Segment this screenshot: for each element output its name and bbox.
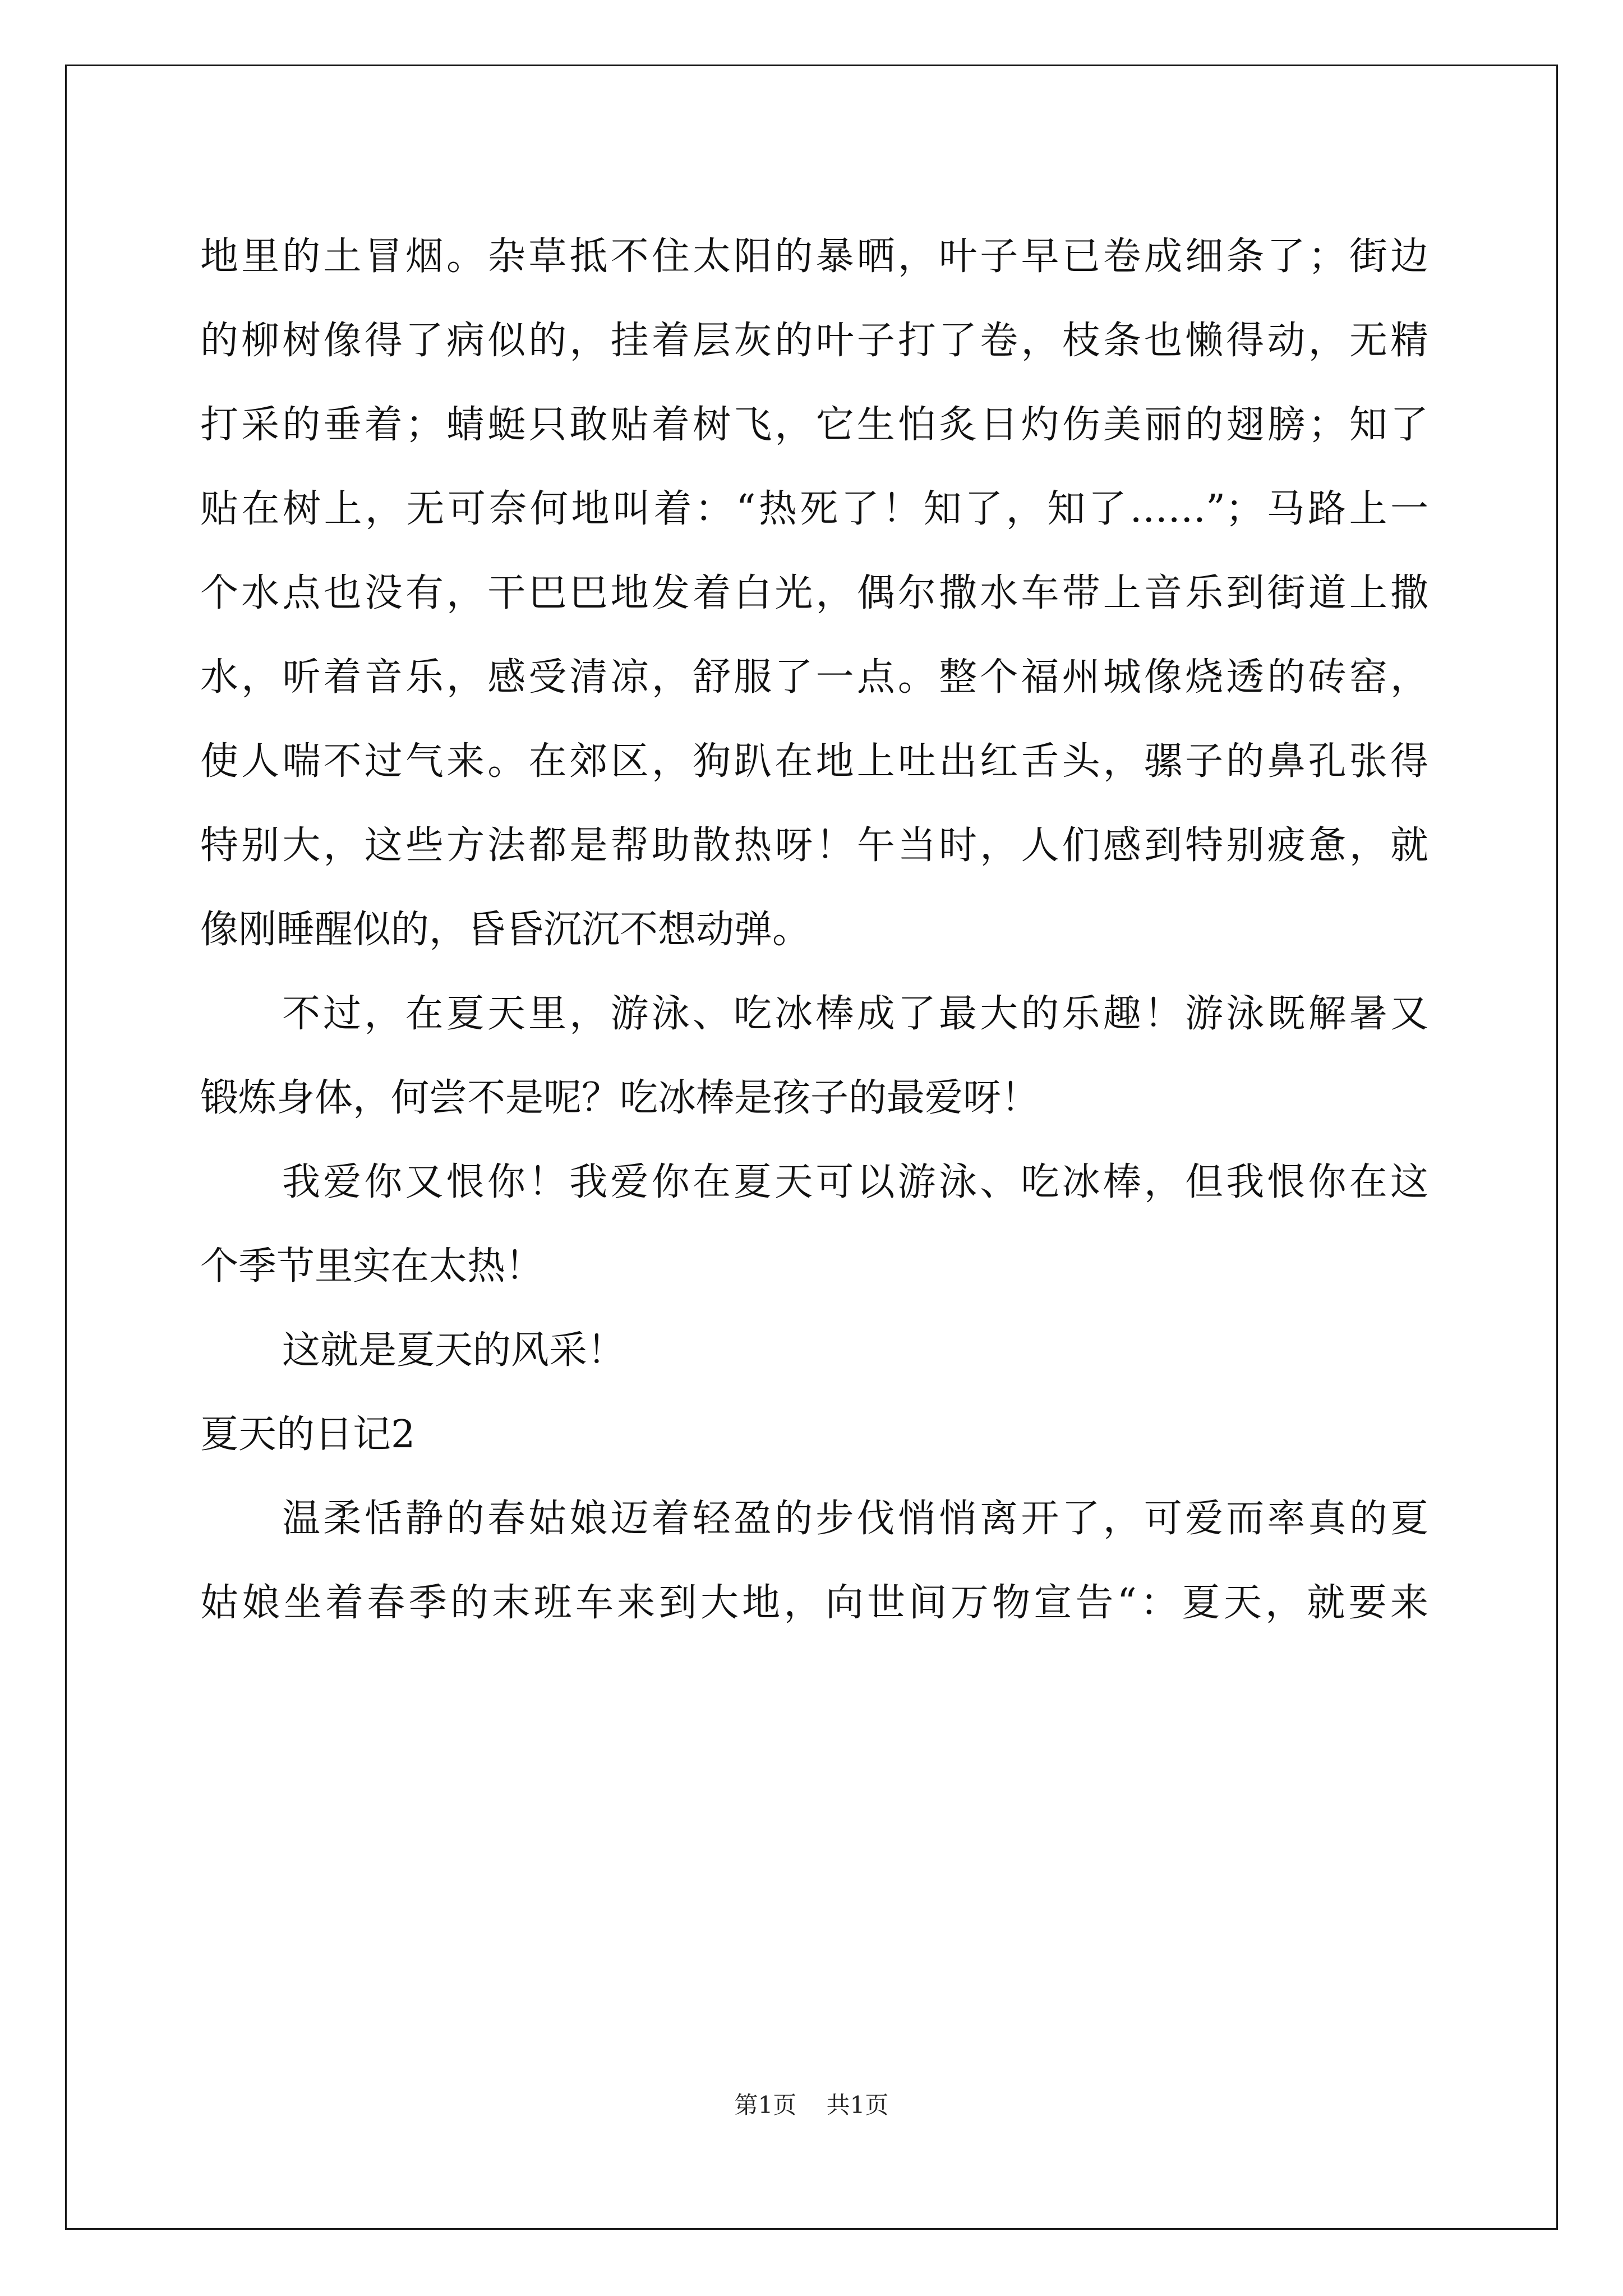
page-number-total: 共1页 <box>826 2091 889 2119</box>
text-line: 使人喘不过气来。在郊区，狗趴在地上吐出红舌头，骡子的鼻孔张得 <box>200 739 1428 784</box>
text-line: 的柳树像得了病似的，挂着层灰的叶子打了卷，枝条也懒得动，无精 <box>200 319 1428 363</box>
text-line: 地里的土冒烟。杂草抵不住太阳的暴晒，叶子早已卷成细条了；街边 <box>200 234 1428 279</box>
paragraph-first-line: 我爱你又恨你！我爱你在夏天可以游泳、吃冰棒，但我恨你在这 <box>282 1160 1428 1204</box>
text-line: 个季节里实在太热！ <box>200 1244 544 1289</box>
text-line: 像刚睡醒似的，昏昏沉沉不想动弹。 <box>200 908 811 952</box>
text-line: 特别大，这些方法都是帮助散热呀！午当时，人们感到特别疲惫，就 <box>200 823 1428 868</box>
text-line: 姑娘坐着春季的末班车来到大地，向世间万物宣告“：夏天，就要来 <box>200 1581 1428 1625</box>
page-footer <box>0 2087 1623 2120</box>
text-line: 水，听着音乐，感受清凉，舒服了一点。整个福州城像烧透的砖窑， <box>200 655 1428 700</box>
document-body <box>200 215 1428 1645</box>
text-line: 个水点也没有，干巴巴地发着白光，偶尔撒水车带上音乐到街道上撒 <box>200 571 1428 615</box>
text-line: 贴在树上，无可奈何地叫着：“热死了！知了，知了……”；马路上一 <box>200 487 1428 531</box>
paragraph-first-line: 温柔恬静的春姑娘迈着轻盈的步伐悄悄离开了，可爱而率真的夏 <box>282 1497 1428 1541</box>
paragraph-first-line: 不过，在夏天里，游泳、吃冰棒成了最大的乐趣！游泳既解暑又 <box>282 992 1428 1036</box>
text-line: 打采的垂着；蜻蜓只敢贴着树飞，它生怕炙日灼伤美丽的翅膀；知了 <box>200 403 1428 447</box>
text-line: 锻炼身体，何尝不是呢？吃冰棒是孩子的最爱呀！ <box>200 1076 1040 1120</box>
section-heading: 夏天的日记2 <box>200 1412 416 1457</box>
page-number-current: 第1页 <box>734 2091 797 2119</box>
paragraph-first-line: 这就是夏天的风采！ <box>282 1328 626 1373</box>
